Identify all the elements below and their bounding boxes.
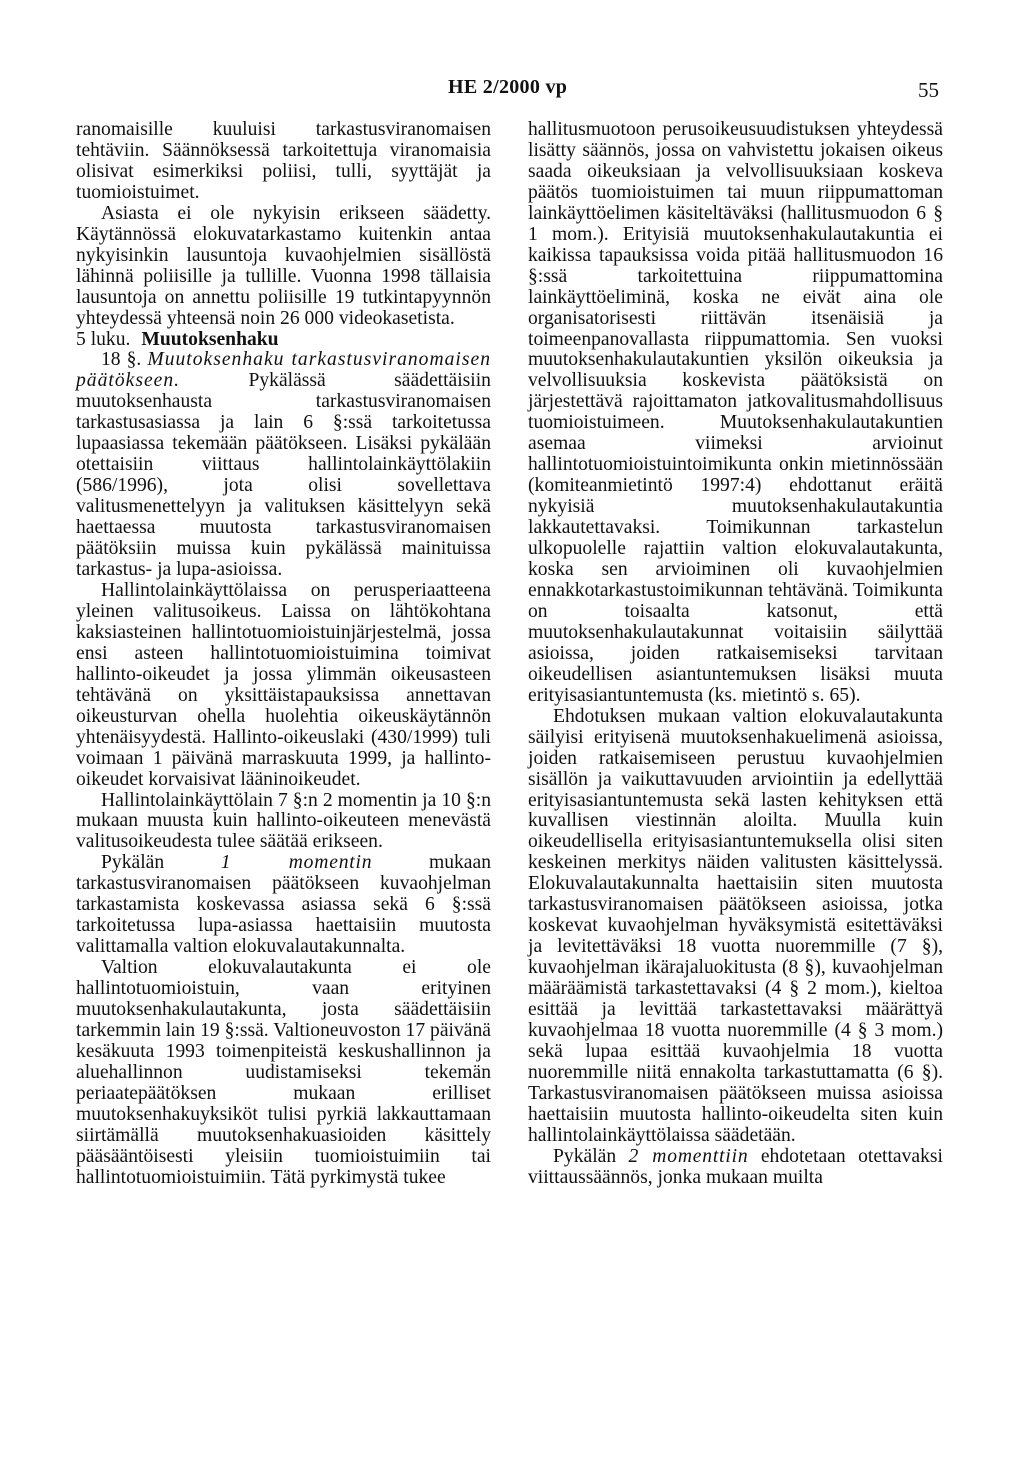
chapter-number: 5 luku. — [76, 328, 131, 350]
page-number: 55 — [918, 78, 939, 102]
paragraph: Hallintolainkäyttölaissa on perusperiaatteena yleinen valitusoikeus. Laissa on lähtökohtana kaksiasteinen hallintotuomioistuinjärjestelmä, jossa ensi asteen hallintotuomioistuimina toimivat hallinto-oikeudet ja jossa ylimmän oikeusasteen tehtävänä on yksittäistapauksissa annettavan oikeusturvan ohella huolehtia oikeuskäytännön yhtenäisyydestä. Hallinto-oikeuslaki (430/1999) tuli voimaan 1 päivänä marraskuuta 1999, ja hallinto-oikeudet korvaisivat lääninoikeudet. — [76, 579, 491, 790]
text-run: Pykälän — [101, 852, 165, 874]
paragraph — [76, 853, 491, 958]
chapter-title: Muutoksenhaku — [141, 328, 279, 350]
text-run: Pykälän — [553, 1145, 617, 1167]
text-run: ehdotetaan otettavaksi viittaussäännös, jonka mukaan muilta — [528, 1145, 943, 1188]
paragraph: Hallintolainkäyttölain 7 §:n 2 momentin ja 10 §:n mukaan muusta kuin hallinto-oikeuteen menevästä valitusoikeudesta tulee säätää erikseen. — [76, 789, 491, 853]
section-text: Pykälässä säädettäisiin muutoksenhausta tarkastusviranomaisen tarkastusasiassa ja lain 6 §:ssä tarkoitetussa lupaasiassa tekemään päätökseen. Lisäksi pykälään otettaisiin viittaus hallintolainkäyttölakiin (586/1996), jota olisi sovellettava valitusmenettelyyn ja valituksen käsittelyyn sekä haettaessa muutosta tarkastusviranomaisen päätöksiin muissa kuin pykälässä mainituissa tarkastus- ja lupa-asioissa. — [76, 370, 491, 581]
section-18 — [76, 350, 491, 580]
emphasis: 2 momenttiin — [628, 1145, 749, 1167]
text-run: mukaan tarkastusviranomaisen päätökseen kuvaohjelman tarkastamista koskevassa asiassa sekä 6 §:ssä tarkoitetussa lupa-asiassa haettaisiin muutosta valittamalla valtion elokuvalautakunnalta. — [76, 852, 491, 958]
paragraph: Asiasta ei ole nykyisin erikseen säädetty. Käytännössä elokuvatarkastamo kuitenkin antaa nykyisinkin lausuntoja kuvaohjelmien sisällöstä lähinnä poliisille ja tullille. Vuonna 1998 tällaisia lausuntoja on annettu poliisille 19 tutkintapyynnön yhteydessä yhteensä noin 26 000 videokasetista. — [76, 202, 491, 329]
paragraph: Valtion elokuvalautakunta ei ole hallintotuomioistuin, vaan erityinen muutoksenhakulautakunta, josta säädettäisiin tarkemmin lain 19 §:ssä. Valtioneuvoston 17 päivänä kesäkuuta 1993 toimenpiteistä keskushallinnon ja aluehallinnon uudistamiseksi tekemän periaatepäätöksen mukaan erilliset muutoksenhakuyksiköt tulisi pyrkiä lakkauttamaan siirtämällä muutoksenhakuasioiden käsittely pääsääntöisesti yleisiin tuomioistuimiin tai hallintotuomioistuimiin. Tätä pyrkimystä tukee — [76, 957, 491, 1188]
paragraph: ranomaisille kuuluisi tarkastusviranomaisen tehtäviin. Säännöksessä tarkoitettuja viranomaisia olisivat esimerkiksi poliisi, tulli, syyttäjät ja tuomioistuimet. — [76, 119, 491, 203]
right-column — [528, 120, 943, 1189]
paragraph: hallitusmuotoon perusoikeusuudistuksen yhteydessä lisätty säännös, jossa on vahvistettu jokaisen oikeus saada oikeuksiaan ja velvollisuuksiaan koskeva päätös tuomioistuimen tai muun riippumattoman lainkäyttöelimen käsiteltäväksi (hallitusmuodon 6 § 1 mom.). Erityisiä muutoksenhakulautakuntia ei kaikissa tapauksissa voida pitää hallitusmuodon 16 §:ssä tarkoitettuina riippumattomina lainkäyttöeliminä, koska ne eivät aina ole organisatorisesti riittävän itsenäisiä ja toimeenpanovallasta riippumattomia. Sen vuoksi muutoksenhakulautakuntien yksilön oikeuksia ja velvollisuuksia koskevista päätöksistä on järjestettävä rajoittamaton jatkovalitusmahdollisuus tuomioistuimeen. Muutoksenhakulautakuntien asemaa viimeksi arvioinut hallintotuomioistuintoimikunta onkin mietinnössään (komiteanmietintö 1997:4) ehdottanut eräitä nykyisiä muutoksenhakulautakuntia lakkautettavaksi. Toimikunnan tarkastelun ulkopuolelle rajattiin valtion elokuvalautakunta, koska sen arvioiminen oli kuvaohjelmien ennakkotarkastustoimikunnan tehtävänä. Toimikunta on toisaalta katsonut, että muutoksenhakulautakunnat voitaisiin säilyttää asioissa, joiden ratkaisemiseksi tarvitaan oikeudellisen asiantuntemuksen lisäksi muuta erityisasiantuntemusta (ks. mietintö s. 65). — [528, 119, 943, 706]
left-column — [76, 120, 491, 1189]
paragraph: Ehdotuksen mukaan valtion elokuvalautakunta säilyisi erityisenä muutoksenhakuelimenä asioissa, joiden ratkaisemiseen perustuu kuvaohjelmien sisällön ja vaikuttavuuden arviointiin ja edellyttää erityisasiantuntemusta sekä lasten kehityksen että kuvallisen viestinnän aloilta. Muulla kuin oikeudellisella erityisasiantuntemuksella olisi siten keskeinen merkitys näiden valitusten käsittelyssä. Elokuvalautakunnalta haettaisiin siten muutosta tarkastusviranomaisen päätökseen asioissa, jotka koskevat kuvaohjelman hyväksymistä esitettäväksi ja levitettäväksi 18 vuotta nuoremmille (7 §), kuvaohjelman ikärajaluokitusta (8 §), kuvaohjelman määräämistä tarkastettavaksi (4 § 2 mom.), kieltoa esittää ja levittää tarkastettavaksi määrättyä kuvaohjelmaa 18 vuotta nuoremmille (4 § 3 mom.) sekä lupaa esittää kuvaohjelmia 18 vuotta nuoremmille niitä ennakolta tarkastuttamatta (6 §). Tarkastusviranomaisen päätökseen muissa asioissa haettaisiin muutosta hallinto-oikeudelta siten kuin hallintolainkäyttölaissa säädetään. — [528, 705, 943, 1146]
running-head: HE 2/2000 vp — [448, 76, 568, 98]
section-title: Muutoksenhaku tarkastusviranomaisen päätökseen. — [76, 349, 491, 392]
chapter-heading — [76, 330, 491, 351]
section-number: 18 §. — [101, 349, 142, 371]
paragraph — [528, 1147, 943, 1189]
emphasis: 1 momentin — [220, 852, 373, 874]
